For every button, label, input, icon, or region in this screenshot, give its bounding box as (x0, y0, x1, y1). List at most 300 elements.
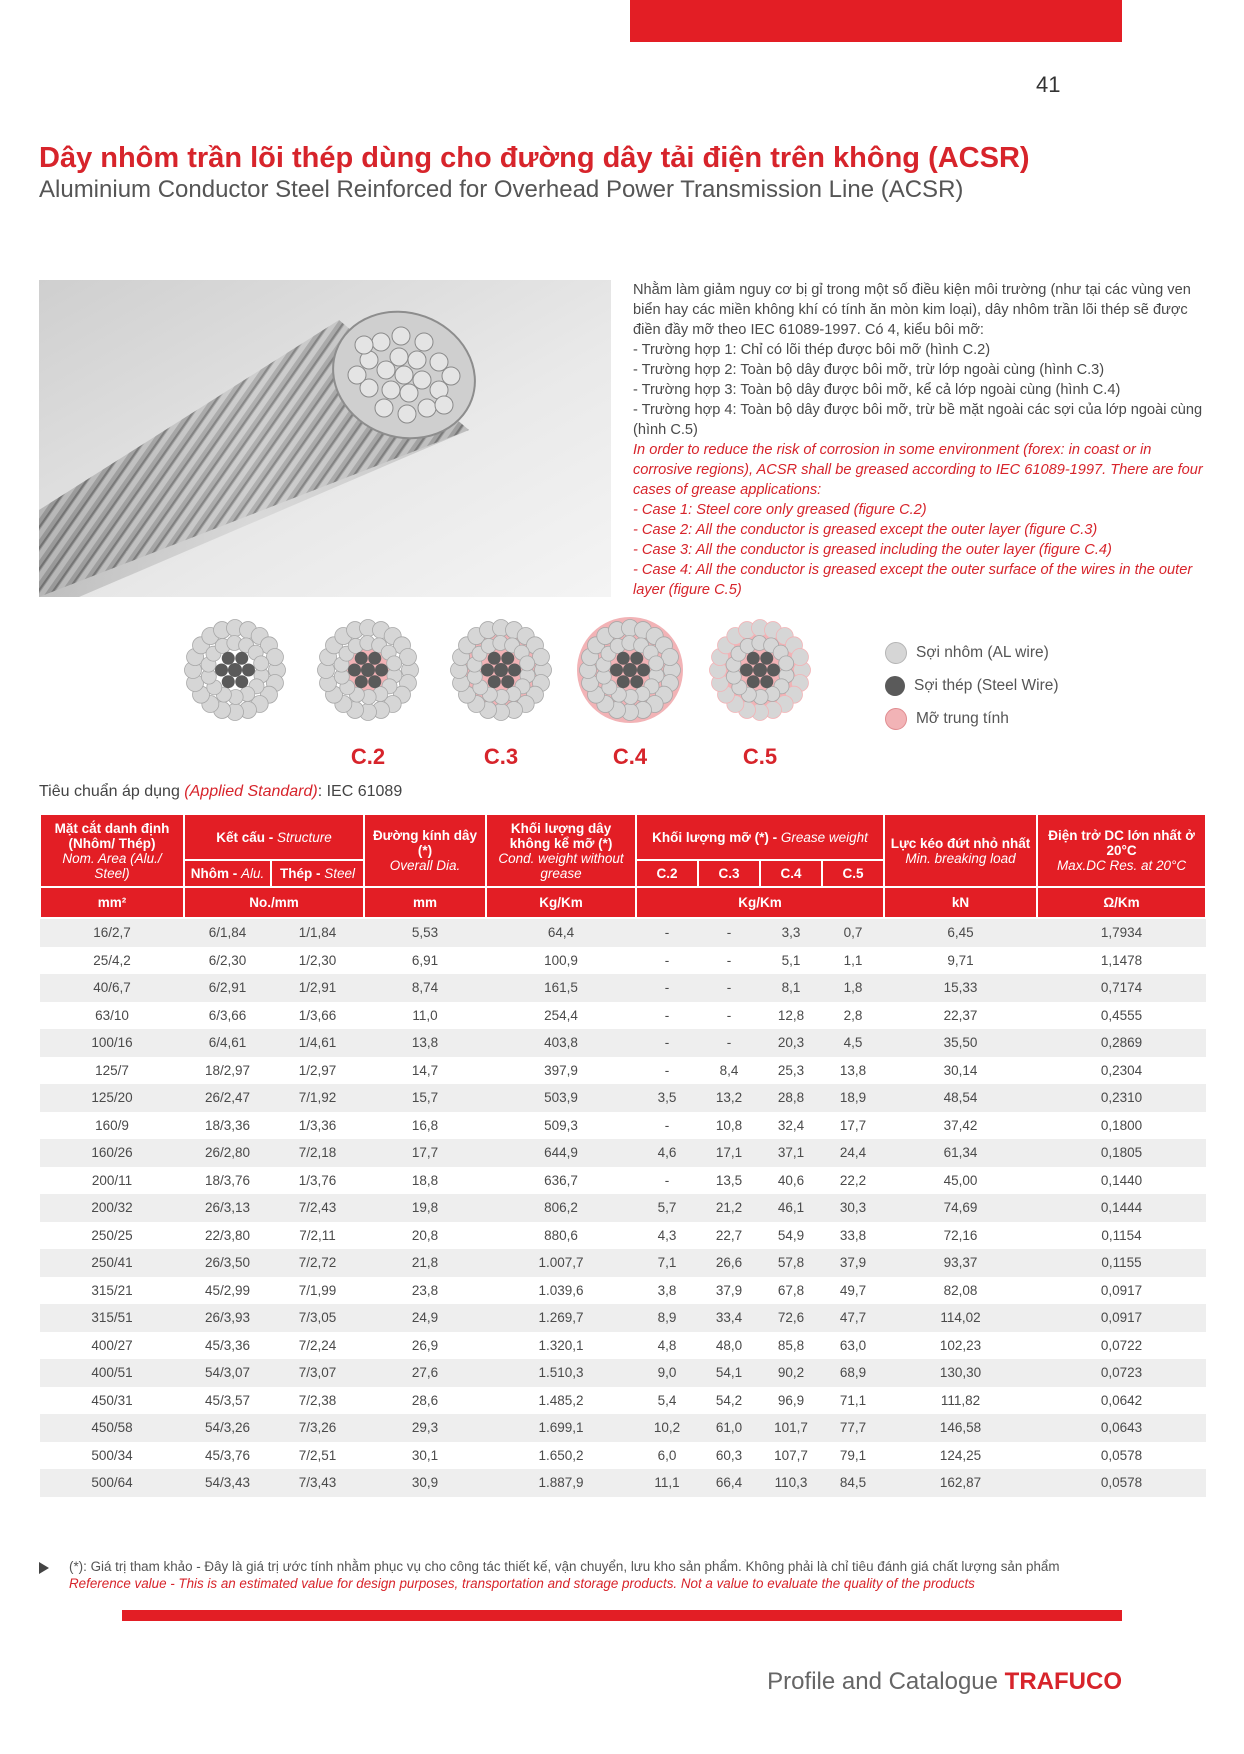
table-cell: 1.269,7 (486, 1304, 636, 1332)
table-cell: - (636, 1057, 698, 1085)
table-cell: 14,7 (364, 1057, 486, 1085)
table-row (40, 918, 1206, 947)
table-cell: 40,6 (760, 1167, 822, 1195)
unit-diameter: mm (364, 887, 486, 918)
table-row (40, 1359, 1206, 1387)
table-cell: 27,6 (364, 1359, 486, 1387)
table-cell: 0,0917 (1037, 1277, 1206, 1305)
table-row (40, 974, 1206, 1002)
table-cell: 18/3,76 (184, 1167, 271, 1195)
cross-section-4 (577, 617, 683, 766)
footnote (39, 1558, 1209, 1592)
table-cell: 3,8 (636, 1277, 698, 1305)
table-cell: 4,6 (636, 1139, 698, 1167)
applied-standard (39, 783, 402, 801)
table-cell: 7/2,24 (271, 1332, 364, 1360)
table-cell: 500/64 (40, 1469, 184, 1497)
table-cell: 22/3,80 (184, 1222, 271, 1250)
table-cell: 3,3 (760, 918, 822, 947)
table-cell: 0,2869 (1037, 1029, 1206, 1057)
table-cell: 26/2,47 (184, 1084, 271, 1112)
table-cell: 1/2,97 (271, 1057, 364, 1085)
table-cell: 0,0917 (1037, 1304, 1206, 1332)
table-cell: 6/3,66 (184, 1002, 271, 1030)
table-cell: 114,02 (884, 1304, 1037, 1332)
table-cell: 500/34 (40, 1442, 184, 1470)
table-cell: 1/2,30 (271, 947, 364, 975)
legend (885, 636, 1059, 735)
table-cell: 33,8 (822, 1222, 884, 1250)
table-cell: 22,37 (884, 1002, 1037, 1030)
table-cell: 0,7174 (1037, 974, 1206, 1002)
description-en-line: In order to reduce the risk of corrosion in some environment (forex: in coast or in corrosive regions), ACSR shall be greased according to IEC 61089-1997. There are four cases of grease applications: (633, 442, 1203, 498)
table-cell: 37,42 (884, 1112, 1037, 1140)
table-cell: 24,4 (822, 1139, 884, 1167)
bottom-accent-bar (122, 1610, 1122, 1621)
table-cell: 0,0578 (1037, 1442, 1206, 1470)
table-cell: 20,3 (760, 1029, 822, 1057)
table-cell: 160/9 (40, 1112, 184, 1140)
table-cell: 1/3,36 (271, 1112, 364, 1140)
note-en: Reference value - This is an estimated value for design purposes, transportation and storage products. Not a value to evaluate the quality of the products (69, 1576, 975, 1591)
table-cell: 0,1800 (1037, 1112, 1206, 1140)
table-cell: - (698, 918, 760, 947)
table-cell: 3,5 (636, 1084, 698, 1112)
table-cell: 30,14 (884, 1057, 1037, 1085)
table-cell: 15,7 (364, 1084, 486, 1112)
table-cell: 8,4 (698, 1057, 760, 1085)
cross-section-figures (175, 616, 825, 766)
table-cell: 200/11 (40, 1167, 184, 1195)
table-cell: 71,1 (822, 1387, 884, 1415)
table-cell: 107,7 (760, 1442, 822, 1470)
table-cell: 21,8 (364, 1249, 486, 1277)
table-row (40, 1304, 1206, 1332)
header-grease: Khối lượng mỡ (*) - Grease weight (636, 814, 884, 860)
table-cell: 254,4 (486, 1002, 636, 1030)
table-cell: 90,2 (760, 1359, 822, 1387)
grease-swatch (885, 708, 907, 730)
description-vi-line: - Trường hợp 1: Chỉ có lõi thép được bôi mỡ (hình C.2) (633, 342, 991, 358)
table-cell: 54/3,43 (184, 1469, 271, 1497)
table-cell: 45/2,99 (184, 1277, 271, 1305)
table-cell: - (698, 1002, 760, 1030)
table-cell: 1.510,3 (486, 1359, 636, 1387)
table-cell: 26/3,13 (184, 1194, 271, 1222)
table-cell: 450/58 (40, 1414, 184, 1442)
description-en-line: - Case 2: All the conductor is greased except the outer layer (figure C.3) (633, 522, 1098, 538)
table-cell: - (636, 1002, 698, 1030)
cross-section-1 (185, 620, 286, 721)
table-cell: 450/31 (40, 1387, 184, 1415)
table-cell: 54,9 (760, 1222, 822, 1250)
table-cell: 25,3 (760, 1057, 822, 1085)
table-cell: 250/25 (40, 1222, 184, 1250)
unit-weight: Kg/Km (486, 887, 636, 918)
table-cell: 6,91 (364, 947, 486, 975)
table-cell: 1/3,76 (271, 1167, 364, 1195)
table-cell: 74,69 (884, 1194, 1037, 1222)
table-cell: 162,87 (884, 1469, 1037, 1497)
legend-item-grease (885, 702, 1059, 735)
table-row (40, 1002, 1206, 1030)
description-en-line: - Case 1: Steel core only greased (figure C.2) (633, 502, 927, 518)
table-cell: 25/4,2 (40, 947, 184, 975)
table-cell: 315/51 (40, 1304, 184, 1332)
table-cell: 1/1,84 (271, 918, 364, 947)
table-cell: 1/4,61 (271, 1029, 364, 1057)
table-cell: 6,0 (636, 1442, 698, 1470)
header-alu: Nhôm - Alu. (184, 860, 271, 887)
table-row (40, 1194, 1206, 1222)
table-cell: 0,0722 (1037, 1332, 1206, 1360)
header-diameter: Đường kính dây (*) Overall Dia. (364, 814, 486, 887)
unit-resistance: Ω/Km (1037, 887, 1206, 918)
table-cell: 7/2,18 (271, 1139, 364, 1167)
figure-label: C.2 (350, 744, 386, 766)
table-cell: 5,1 (760, 947, 822, 975)
table-cell: 0,1805 (1037, 1139, 1206, 1167)
table-cell: 7/2,72 (271, 1249, 364, 1277)
table-cell: 7/2,51 (271, 1442, 364, 1470)
table-cell: 85,8 (760, 1332, 822, 1360)
description-vi-line: Nhằm làm giảm nguy cơ bị gỉ trong một số điều kiện môi trường (như tại các vùng ven biển hay các miền không khí có tính ăn mòn kim loại), dây nhôm trần lõi thép sẽ được điền đầy mỡ theo IEC 61089-1997. Có 4, kiểu bôi mỡ: (633, 282, 1191, 338)
table-cell: - (636, 918, 698, 947)
header-c4: C.4 (760, 860, 822, 887)
table-cell: 0,1444 (1037, 1194, 1206, 1222)
table-cell: 35,50 (884, 1029, 1037, 1057)
table-cell: 0,1154 (1037, 1222, 1206, 1250)
table-row (40, 1139, 1206, 1167)
table-cell: 26,9 (364, 1332, 486, 1360)
table-cell: 100,9 (486, 947, 636, 975)
table-cell: 7/3,07 (271, 1359, 364, 1387)
table-cell: 22,7 (698, 1222, 760, 1250)
table-cell: 11,0 (364, 1002, 486, 1030)
table-cell: 23,8 (364, 1277, 486, 1305)
cross-section-3 (451, 620, 552, 767)
table-cell: 17,1 (698, 1139, 760, 1167)
description-vi-line: - Trường hợp 3: Toàn bộ dây được bôi mỡ, kể cả lớp ngoài cùng (hình C.4) (633, 382, 1121, 398)
table-cell: 13,2 (698, 1084, 760, 1112)
table-row (40, 1112, 1206, 1140)
table-cell: 880,6 (486, 1222, 636, 1250)
table-cell: 1.007,7 (486, 1249, 636, 1277)
table-cell: 6/2,30 (184, 947, 271, 975)
table-cell: 12,8 (760, 1002, 822, 1030)
table-cell: 4,5 (822, 1029, 884, 1057)
table-cell: 40/6,7 (40, 974, 184, 1002)
table-row (40, 1414, 1206, 1442)
table-cell: 20,8 (364, 1222, 486, 1250)
table-cell: 1/2,91 (271, 974, 364, 1002)
footer-text: Profile and Catalogue (767, 1668, 1005, 1695)
table-cell: 48,0 (698, 1332, 760, 1360)
table-cell: 37,1 (760, 1139, 822, 1167)
table-cell: 72,6 (760, 1304, 822, 1332)
header-structure: Kết cấu - Structure (184, 814, 364, 860)
table-cell: 161,5 (486, 974, 636, 1002)
table-cell: 200/32 (40, 1194, 184, 1222)
cross-section-2 (318, 620, 419, 767)
table-cell: 1.650,2 (486, 1442, 636, 1470)
table-cell: 18/3,36 (184, 1112, 271, 1140)
table-cell: 101,7 (760, 1414, 822, 1442)
standard-label-en: (Applied Standard) (184, 783, 318, 800)
table-cell: 77,7 (822, 1414, 884, 1442)
table-cell: 7/2,38 (271, 1387, 364, 1415)
table-cell: 0,1440 (1037, 1167, 1206, 1195)
table-cell: 400/51 (40, 1359, 184, 1387)
table-cell: 26/3,93 (184, 1304, 271, 1332)
table-cell: 45/3,57 (184, 1387, 271, 1415)
table-cell: 60,3 (698, 1442, 760, 1470)
table-cell: 13,8 (364, 1029, 486, 1057)
al-wire-swatch (885, 642, 907, 664)
table-cell: 16,8 (364, 1112, 486, 1140)
table-cell: 7/2,11 (271, 1222, 364, 1250)
table-row (40, 1167, 1206, 1195)
table-cell: 8,9 (636, 1304, 698, 1332)
table-cell: 13,5 (698, 1167, 760, 1195)
table-cell: 6,45 (884, 918, 1037, 947)
table-cell: 644,9 (486, 1139, 636, 1167)
table-cell: 18,8 (364, 1167, 486, 1195)
standard-sep: : (317, 783, 327, 800)
legend-label: Sợi nhôm (AL wire) (916, 643, 1049, 661)
table-row (40, 1387, 1206, 1415)
cross-section-svg (175, 616, 825, 766)
table-cell: 2,8 (822, 1002, 884, 1030)
table-cell: 16/2,7 (40, 918, 184, 947)
table-row (40, 1277, 1206, 1305)
table-cell: - (636, 1167, 698, 1195)
table-cell: 47,7 (822, 1304, 884, 1332)
table-cell: - (698, 974, 760, 1002)
table-cell: 7/1,99 (271, 1277, 364, 1305)
table-cell: 110,3 (760, 1469, 822, 1497)
table-cell: 1/3,66 (271, 1002, 364, 1030)
table-cell: 397,9 (486, 1057, 636, 1085)
table-cell: 18,9 (822, 1084, 884, 1112)
header-steel: Thép - Steel (271, 860, 364, 887)
header-c3: C.3 (698, 860, 760, 887)
table-cell: 503,9 (486, 1084, 636, 1112)
table-cell: 19,8 (364, 1194, 486, 1222)
table-cell: 403,8 (486, 1029, 636, 1057)
table-cell: 6/2,91 (184, 974, 271, 1002)
table-cell: 79,1 (822, 1442, 884, 1470)
table-cell: 72,16 (884, 1222, 1037, 1250)
table-cell: 49,7 (822, 1277, 884, 1305)
table-cell: 30,9 (364, 1469, 486, 1497)
table-cell: 6/1,84 (184, 918, 271, 947)
table-cell: 7/3,43 (271, 1469, 364, 1497)
table-cell: 0,7 (822, 918, 884, 947)
table-cell: 100/16 (40, 1029, 184, 1057)
table-cell: 0,2304 (1037, 1057, 1206, 1085)
unit-load: kN (884, 887, 1037, 918)
table-cell: 6/4,61 (184, 1029, 271, 1057)
table-cell: 61,34 (884, 1139, 1037, 1167)
table-cell: 124,25 (884, 1442, 1037, 1470)
page-title: Dây nhôm trần lõi thép dùng cho đường dây tải điện trên không (ACSR) (39, 142, 1030, 174)
table-cell: 160/26 (40, 1139, 184, 1167)
table-row (40, 947, 1206, 975)
table-cell: 45/3,76 (184, 1442, 271, 1470)
table-cell: 130,30 (884, 1359, 1037, 1387)
table-cell: - (636, 1029, 698, 1057)
legend-label: Sợi thép (Steel Wire) (914, 676, 1059, 694)
table-cell: 0,0643 (1037, 1414, 1206, 1442)
table-cell: 29,3 (364, 1414, 486, 1442)
footer-brand: TRAFUCO (1004, 1668, 1122, 1695)
table-cell: 18/2,97 (184, 1057, 271, 1085)
table-cell: - (698, 1029, 760, 1057)
table-cell: 22,2 (822, 1167, 884, 1195)
table-cell: 21,2 (698, 1194, 760, 1222)
table-cell: 9,71 (884, 947, 1037, 975)
table-cell: 1,8 (822, 974, 884, 1002)
table-cell: 0,4555 (1037, 1002, 1206, 1030)
table-cell: 24,9 (364, 1304, 486, 1332)
table-row (40, 1469, 1206, 1497)
table-row (40, 1222, 1206, 1250)
header-c2: C.2 (636, 860, 698, 887)
table-cell: 1.485,2 (486, 1387, 636, 1415)
table-cell: 61,0 (698, 1414, 760, 1442)
table-row (40, 1332, 1206, 1360)
table-cell: 7/3,05 (271, 1304, 364, 1332)
table-cell: 4,3 (636, 1222, 698, 1250)
table-cell: 30,3 (822, 1194, 884, 1222)
table-cell: 64,4 (486, 918, 636, 947)
table-cell: 5,4 (636, 1387, 698, 1415)
table-cell: 45,00 (884, 1167, 1037, 1195)
table-cell: 26/2,80 (184, 1139, 271, 1167)
table-cell: 37,9 (822, 1249, 884, 1277)
table-cell: 5,53 (364, 918, 486, 947)
table-cell: 9,0 (636, 1359, 698, 1387)
table-cell: 10,8 (698, 1112, 760, 1140)
table-cell: 13,8 (822, 1057, 884, 1085)
page-number: 41 (1036, 72, 1061, 97)
table-cell: 11,1 (636, 1469, 698, 1497)
legend-item-steel (885, 669, 1059, 702)
table-cell: 93,37 (884, 1249, 1037, 1277)
table-cell: 48,54 (884, 1084, 1037, 1112)
table-cell: 250/41 (40, 1249, 184, 1277)
table-cell: 96,9 (760, 1387, 822, 1415)
unit-structure: No./mm (184, 887, 364, 918)
table-cell: 26/3,50 (184, 1249, 271, 1277)
table-cell: 146,58 (884, 1414, 1037, 1442)
unit-grease: Kg/Km (636, 887, 884, 918)
figure-label: C.4 (612, 744, 648, 766)
table-cell: 45/3,36 (184, 1332, 271, 1360)
standard-label-vi: Tiêu chuẩn áp dụng (39, 783, 185, 800)
table-cell: 84,5 (822, 1469, 884, 1497)
table-cell: 68,9 (822, 1359, 884, 1387)
description-en-line: - Case 4: All the conductor is greased except the outer surface of the wires in the outer layer (figure C.5) (633, 562, 1193, 598)
table-cell: 0,0578 (1037, 1469, 1206, 1497)
table-cell: 7/1,92 (271, 1084, 364, 1112)
table-cell: 67,8 (760, 1277, 822, 1305)
table-cell: 54/3,26 (184, 1414, 271, 1442)
spec-table (39, 813, 1207, 1497)
header-c5: C.5 (822, 860, 884, 887)
table-cell: 1,1478 (1037, 947, 1206, 975)
table-cell: 8,1 (760, 974, 822, 1002)
table-cell: 17,7 (822, 1112, 884, 1140)
table-cell: 63,0 (822, 1332, 884, 1360)
note-vi: (*): Giá trị tham khảo - Đây là giá trị ước tính nhằm phục vụ cho công tác thiết kế, vận chuyển, lưu kho sản phẩm. Không phải là chỉ tiêu đánh giá chất lượng sản phẩm (69, 1559, 1060, 1574)
table-cell: 15,33 (884, 974, 1037, 1002)
table-cell: 54,1 (698, 1359, 760, 1387)
table-cell: 10,2 (636, 1414, 698, 1442)
note-arrow-icon (39, 1562, 49, 1574)
table-cell: 66,4 (698, 1469, 760, 1497)
grease-description (633, 280, 1205, 600)
top-accent-bar (630, 0, 1122, 42)
table-row (40, 1029, 1206, 1057)
table-cell: 7/3,26 (271, 1414, 364, 1442)
table-cell: 0,0723 (1037, 1359, 1206, 1387)
table-cell: 509,3 (486, 1112, 636, 1140)
page-subtitle: Aluminium Conductor Steel Reinforced for Overhead Power Transmission Line (ACSR) (39, 176, 964, 203)
table-cell: 54,2 (698, 1387, 760, 1415)
table-cell: 315/21 (40, 1277, 184, 1305)
figure-label: C.5 (742, 744, 778, 766)
table-cell: 1,7934 (1037, 918, 1206, 947)
legend-label: Mỡ trung tính (916, 709, 1009, 727)
table-cell: 125/20 (40, 1084, 184, 1112)
header-weight: Khối lượng dây không kể mỡ (*) Cond. weight without grease (486, 814, 636, 887)
table-row (40, 1057, 1206, 1085)
table-cell: 1.699,1 (486, 1414, 636, 1442)
table-cell: 1,1 (822, 947, 884, 975)
table-cell: 102,23 (884, 1332, 1037, 1360)
unit-area: mm² (40, 887, 184, 918)
standard-value: IEC 61089 (326, 783, 403, 800)
table-cell: 54/3,07 (184, 1359, 271, 1387)
table-cell: 82,08 (884, 1277, 1037, 1305)
table-row (40, 1084, 1206, 1112)
table-cell: 7,1 (636, 1249, 698, 1277)
table-cell: 5,7 (636, 1194, 698, 1222)
table-cell: 28,6 (364, 1387, 486, 1415)
table-cell: 26,6 (698, 1249, 760, 1277)
spec-table-body (40, 918, 1206, 1497)
table-cell: 125/7 (40, 1057, 184, 1085)
footer (767, 1668, 1122, 1696)
figure-label: C.3 (483, 744, 519, 766)
description-en (633, 440, 1205, 600)
header-resistance: Điện trở DC lớn nhất ở 20°C Max.DC Res. at 20°C (1037, 814, 1206, 887)
cable-photo (39, 280, 611, 597)
table-cell: 111,82 (884, 1387, 1037, 1415)
table-cell: 1.887,9 (486, 1469, 636, 1497)
steel-wire-swatch (885, 676, 905, 696)
table-cell: - (636, 947, 698, 975)
table-cell: 57,8 (760, 1249, 822, 1277)
table-cell: 37,9 (698, 1277, 760, 1305)
header-breaking-load: Lực kéo đứt nhỏ nhất Min. breaking load (884, 814, 1037, 887)
legend-item-al (885, 636, 1059, 669)
table-cell: 63/10 (40, 1002, 184, 1030)
table-cell: 30,1 (364, 1442, 486, 1470)
table-cell: 17,7 (364, 1139, 486, 1167)
